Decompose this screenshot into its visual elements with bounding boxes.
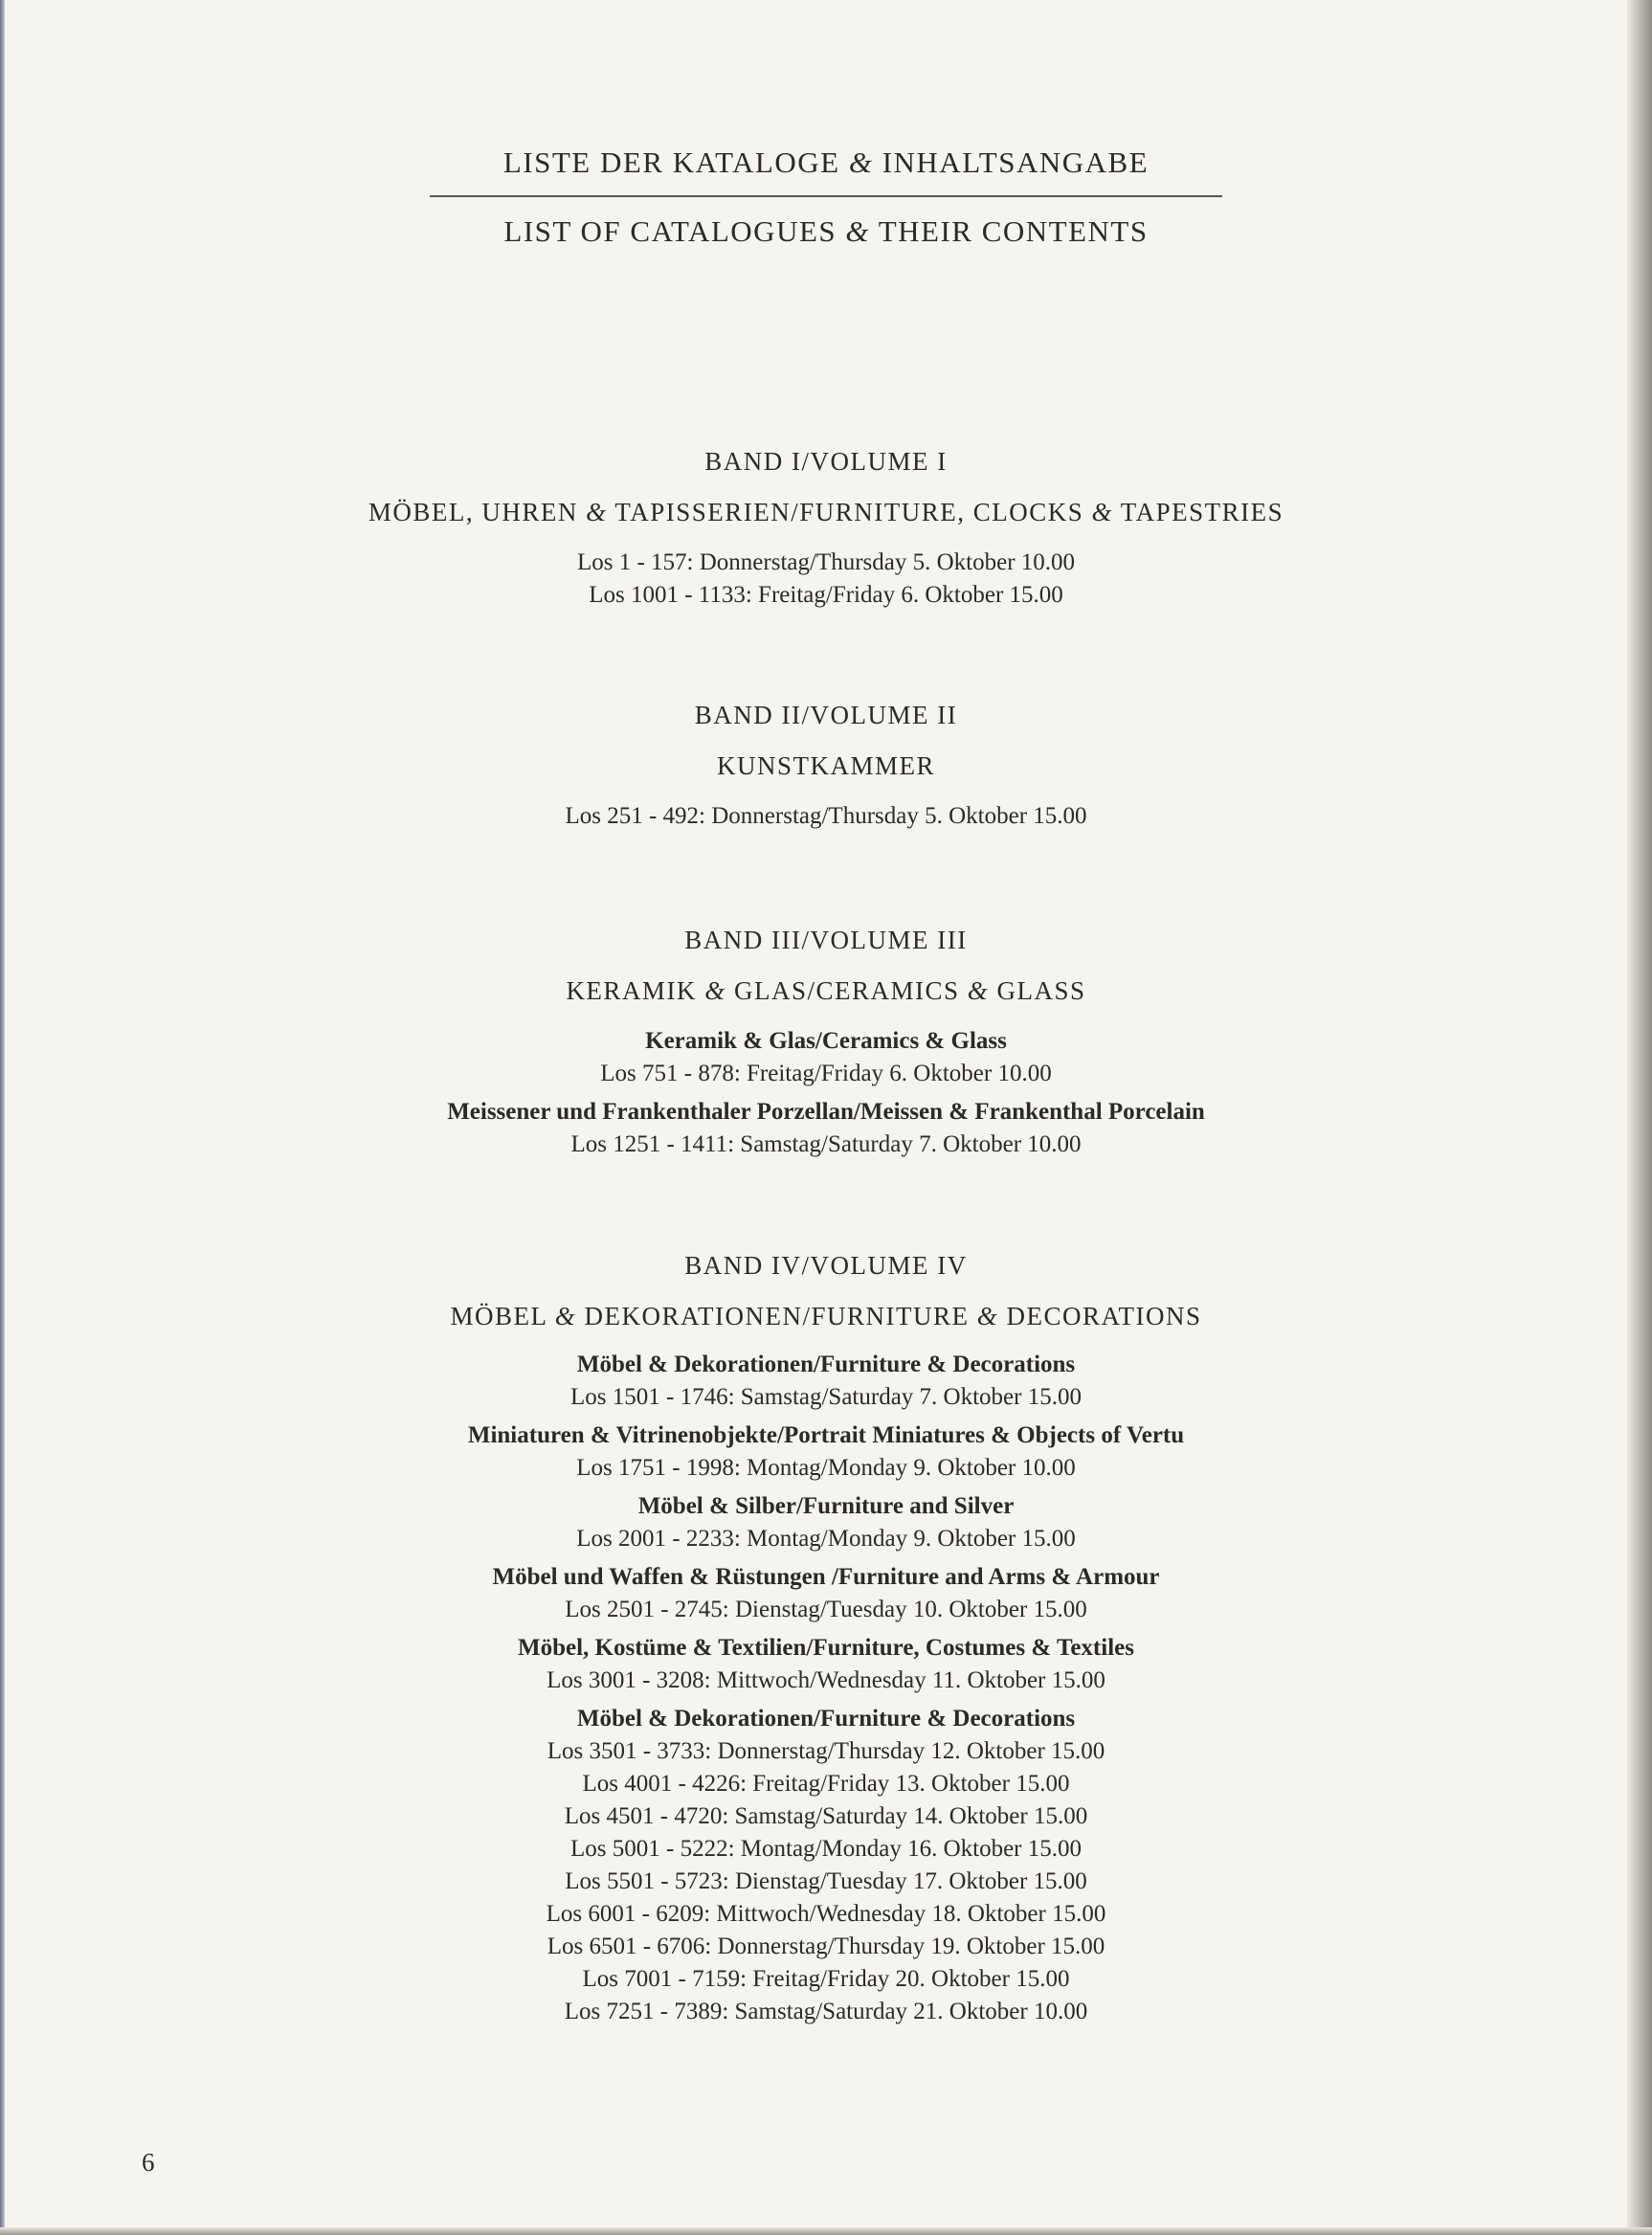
sale-heading: Miniaturen & Vitrinenobjekte/Portrait Miniatures & Objects of Vertu [467,1422,1185,1448]
lot-schedule-line: Los 1501 - 1746: Samstag/Saturday 7. Oktober 15.00 [570,1384,1082,1410]
page-bottom-edge [0,2227,1652,2235]
lot-schedule-line: Los 1751 - 1998: Montag/Monday 9. Oktober 10.00 [576,1455,1076,1481]
volume-3-section [0,924,1652,1161]
lot-schedule-line: Los 2001 - 2233: Montag/Monday 9. Oktober 15.00 [576,1526,1076,1552]
title-english: LIST OF CATALOGUES & THEIR CONTENTS [503,214,1149,248]
lot-schedule-line: Los 3001 - 3208: Mittwoch/Wednesday 11. Oktober 15.00 [547,1667,1105,1693]
lot-schedule-line: Los 7001 - 7159: Freitag/Friday 20. Oktober 15.00 [582,1966,1070,1992]
lot-schedule-line: Los 6501 - 6706: Donnerstag/Thursday 19. Oktober 15.00 [547,1933,1105,1959]
volume-subject: KERAMIK & GLAS/CERAMICS & GLASS [566,976,1086,1005]
volume-heading: BAND IV/VOLUME IV [684,1251,968,1280]
lot-schedule-line: Los 2501 - 2745: Dienstag/Tuesday 10. Oktober 15.00 [565,1597,1087,1622]
lot-schedule-line: Los 1251 - 1411: Samstag/Saturday 7. Oktober 10.00 [570,1131,1082,1157]
volume-4-section [0,1249,1652,2028]
lot-schedule-line: Los 4501 - 4720: Samstag/Saturday 14. Oktober 15.00 [564,1803,1088,1829]
sale-heading: Meissener und Frankenthaler Porzellan/Meissen & Frankenthal Porcelain [447,1099,1205,1125]
volume-subject: KUNSTKAMMER [716,751,936,780]
title-divider [430,195,1222,197]
volume-heading: BAND III/VOLUME III [684,926,968,954]
volume-heading: BAND II/VOLUME II [694,701,958,729]
volume-2-section [0,699,1652,833]
lot-schedule-line: Los 3501 - 3733: Donnerstag/Thursday 12. Oktober 15.00 [547,1738,1105,1764]
sale-heading: Möbel & Silber/Furniture and Silver [637,1493,1015,1519]
lot-schedule-line: Los 751 - 878: Freitag/Friday 6. Oktober 10.00 [600,1061,1052,1086]
lot-schedule-line: Los 4001 - 4226: Freitag/Friday 13. Oktober 15.00 [582,1771,1070,1797]
sale-heading: Möbel und Waffen & Rüstungen /Furniture and Arms & Armour [492,1564,1160,1590]
sale-heading: Möbel, Kostüme & Textilien/Furniture, Costumes & Textiles [518,1635,1134,1661]
lot-schedule-line: Los 1001 - 1133: Freitag/Friday 6. Oktober 15.00 [589,582,1063,608]
volume-heading: BAND I/VOLUME I [704,447,948,476]
lot-schedule-line: Los 251 - 492: Donnerstag/Thursday 5. Oktober 15.00 [565,803,1087,829]
lot-schedule-line: Los 1 - 157: Donnerstag/Thursday 5. Oktober 10.00 [576,549,1076,575]
lot-schedule-line: Los 6001 - 6209: Mittwoch/Wednesday 18. Oktober 15.00 [546,1901,1106,1927]
volume-subject: MÖBEL, UHREN & TAPISSERIEN/FURNITURE, CLOCKS & TAPESTRIES [368,498,1284,526]
catalogue-header [0,144,1652,251]
lot-schedule-line: Los 5501 - 5723: Dienstag/Tuesday 17. Oktober 15.00 [565,1868,1087,1894]
sale-heading: Möbel & Dekorationen/Furniture & Decorations [576,1352,1076,1377]
sale-heading: Möbel & Dekorationen/Furniture & Decorations [576,1706,1076,1732]
title-german: LISTE DER KATALOGE & INHALTSANGABE [502,145,1150,179]
volume-1-section [0,445,1652,612]
page-number: 6 [142,2148,155,2177]
sale-heading: Keramik & Glas/Ceramics & Glass [645,1028,1007,1054]
lot-schedule-line: Los 5001 - 5222: Montag/Monday 16. Oktober 15.00 [570,1836,1082,1862]
volume-subject: MÖBEL & DEKORATIONEN/FURNITURE & DECORATIONS [450,1302,1202,1330]
lot-schedule-line: Los 7251 - 7389: Samstag/Saturday 21. Oktober 10.00 [564,1999,1088,2024]
